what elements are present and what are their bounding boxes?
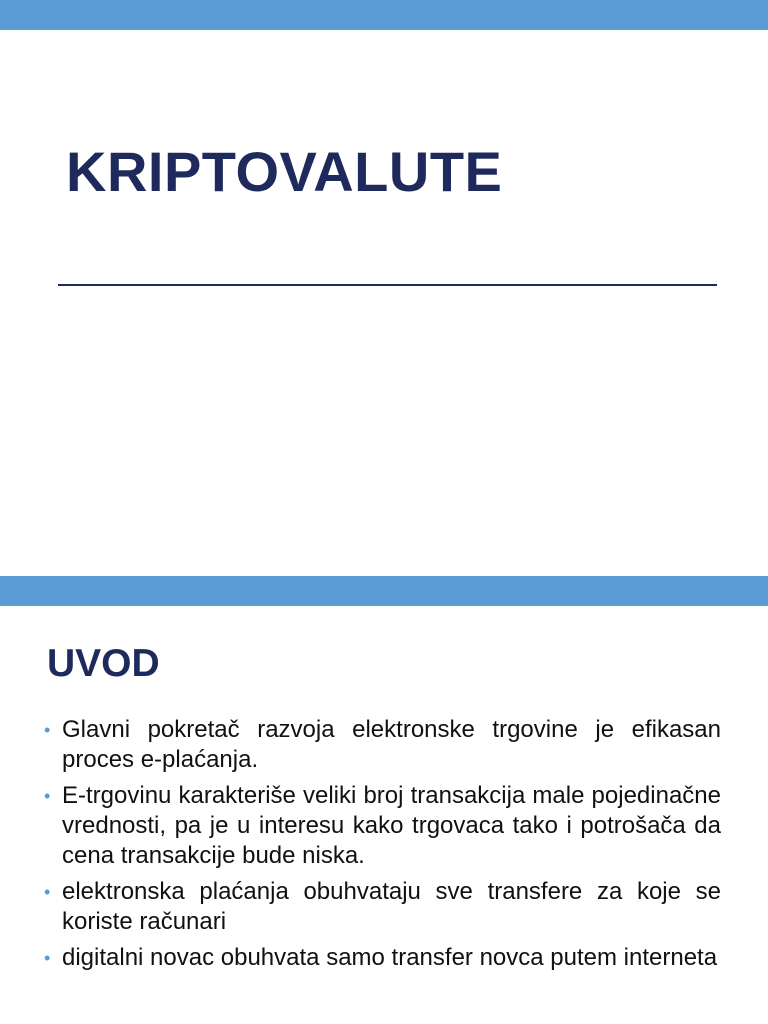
bullet-list — [44, 715, 721, 979]
bullet-text: Glavni pokretač razvoja elektronske trgovine je efikasan proces e-plaćanja. — [62, 716, 721, 773]
title-divider — [58, 284, 717, 286]
bullet-marker: • — [44, 720, 51, 740]
slide-title: KRIPTOVALUTE — [66, 140, 503, 203]
slide-separator-bar — [0, 576, 768, 606]
bullet-item — [44, 715, 721, 775]
bullet-marker: • — [44, 786, 51, 806]
bullet-text: elektronska plaćanja obuhvataju sve transfere za koje se koriste računari — [62, 878, 721, 935]
bullet-item — [44, 781, 721, 871]
top-accent-bar — [0, 0, 768, 30]
bullet-item — [44, 877, 721, 937]
bullet-text: E-trgovinu karakteriše veliki broj transakcija male pojedinačne vrednosti, pa je u interesu kako trgovaca tako i potrošača da cena transakcije bude niska. — [62, 782, 721, 869]
bullet-marker: • — [44, 882, 51, 902]
bullet-text: digitalni novac obuhvata samo transfer novca putem interneta — [62, 944, 718, 971]
bullet-item — [44, 943, 721, 973]
section-heading: UVOD — [47, 642, 160, 685]
bullet-marker: • — [44, 948, 51, 968]
